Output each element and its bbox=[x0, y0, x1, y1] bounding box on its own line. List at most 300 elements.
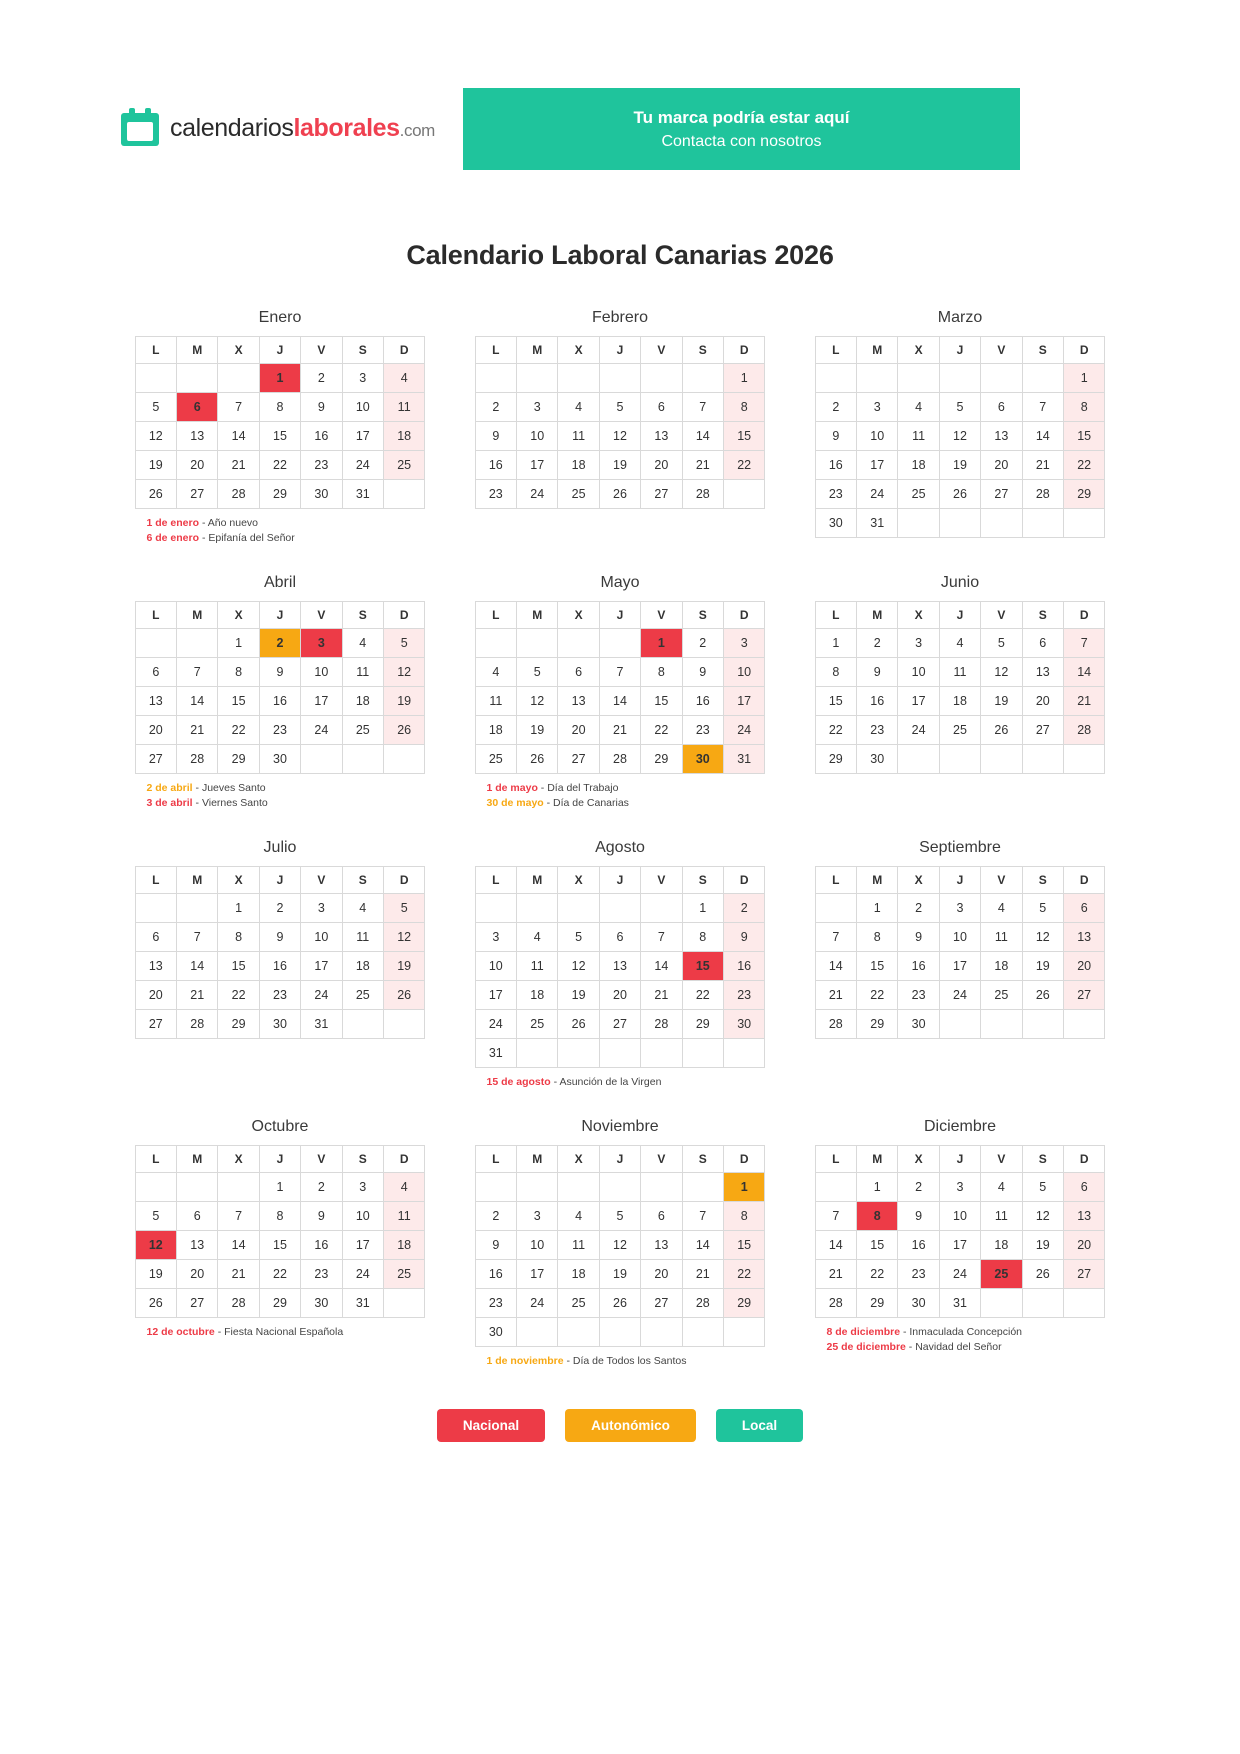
holiday-day-cell[interactable]: 3 bbox=[301, 629, 342, 658]
day-cell[interactable]: 8 bbox=[259, 393, 300, 422]
day-cell[interactable]: 5 bbox=[981, 629, 1022, 658]
day-cell[interactable]: 9 bbox=[259, 923, 300, 952]
day-cell[interactable]: 23 bbox=[301, 451, 342, 480]
sunday-cell[interactable]: 3 bbox=[723, 629, 764, 658]
day-cell[interactable]: 18 bbox=[342, 687, 383, 716]
day-cell[interactable]: 13 bbox=[177, 422, 218, 451]
holiday-day-cell[interactable]: 30 bbox=[682, 745, 723, 774]
day-cell[interactable]: 28 bbox=[682, 480, 723, 509]
day-cell[interactable]: 11 bbox=[939, 658, 980, 687]
day-cell[interactable]: 29 bbox=[259, 480, 300, 509]
day-cell[interactable]: 2 bbox=[815, 393, 856, 422]
sunday-cell[interactable]: 18 bbox=[383, 422, 424, 451]
day-cell[interactable]: 23 bbox=[815, 480, 856, 509]
day-cell[interactable]: 16 bbox=[301, 422, 342, 451]
day-cell[interactable]: 7 bbox=[218, 1202, 259, 1231]
day-cell[interactable]: 11 bbox=[981, 923, 1022, 952]
day-cell[interactable]: 27 bbox=[558, 745, 599, 774]
day-cell[interactable]: 6 bbox=[641, 393, 682, 422]
sunday-cell[interactable]: 11 bbox=[383, 1202, 424, 1231]
day-cell[interactable]: 22 bbox=[815, 716, 856, 745]
day-cell[interactable]: 4 bbox=[342, 894, 383, 923]
sunday-cell[interactable]: 11 bbox=[383, 393, 424, 422]
day-cell[interactable]: 2 bbox=[898, 894, 939, 923]
day-cell[interactable]: 24 bbox=[857, 480, 898, 509]
sunday-cell[interactable]: 29 bbox=[723, 1289, 764, 1318]
day-cell[interactable]: 5 bbox=[939, 393, 980, 422]
day-cell[interactable]: 27 bbox=[177, 480, 218, 509]
day-cell[interactable]: 17 bbox=[857, 451, 898, 480]
day-cell[interactable]: 29 bbox=[259, 1289, 300, 1318]
sunday-cell[interactable]: 27 bbox=[1063, 1260, 1104, 1289]
sunday-cell[interactable]: 8 bbox=[1063, 393, 1104, 422]
day-cell[interactable]: 1 bbox=[815, 629, 856, 658]
day-cell[interactable]: 20 bbox=[1022, 687, 1063, 716]
day-cell[interactable]: 13 bbox=[641, 422, 682, 451]
sunday-cell[interactable]: 21 bbox=[1063, 687, 1104, 716]
day-cell[interactable]: 14 bbox=[682, 422, 723, 451]
day-cell[interactable]: 23 bbox=[898, 981, 939, 1010]
day-cell[interactable]: 15 bbox=[259, 1231, 300, 1260]
day-cell[interactable]: 17 bbox=[342, 1231, 383, 1260]
day-cell[interactable]: 21 bbox=[218, 451, 259, 480]
day-cell[interactable]: 3 bbox=[301, 894, 342, 923]
day-cell[interactable]: 27 bbox=[1022, 716, 1063, 745]
day-cell[interactable]: 25 bbox=[981, 981, 1022, 1010]
day-cell[interactable]: 18 bbox=[558, 451, 599, 480]
day-cell[interactable]: 10 bbox=[898, 658, 939, 687]
day-cell[interactable]: 16 bbox=[259, 952, 300, 981]
day-cell[interactable]: 19 bbox=[599, 1260, 640, 1289]
holiday-day-cell[interactable]: 6 bbox=[177, 393, 218, 422]
day-cell[interactable]: 11 bbox=[558, 1231, 599, 1260]
day-cell[interactable]: 28 bbox=[641, 1010, 682, 1039]
sunday-cell[interactable]: 22 bbox=[723, 1260, 764, 1289]
day-cell[interactable]: 23 bbox=[475, 480, 516, 509]
day-cell[interactable]: 21 bbox=[815, 1260, 856, 1289]
day-cell[interactable]: 27 bbox=[135, 1010, 176, 1039]
day-cell[interactable]: 10 bbox=[342, 1202, 383, 1231]
day-cell[interactable]: 24 bbox=[342, 1260, 383, 1289]
day-cell[interactable]: 4 bbox=[342, 629, 383, 658]
day-cell[interactable]: 7 bbox=[218, 393, 259, 422]
day-cell[interactable]: 15 bbox=[218, 687, 259, 716]
day-cell[interactable]: 7 bbox=[815, 923, 856, 952]
day-cell[interactable]: 21 bbox=[682, 451, 723, 480]
day-cell[interactable]: 13 bbox=[641, 1231, 682, 1260]
day-cell[interactable]: 23 bbox=[898, 1260, 939, 1289]
day-cell[interactable]: 9 bbox=[301, 393, 342, 422]
day-cell[interactable]: 17 bbox=[301, 952, 342, 981]
sunday-cell[interactable]: 23 bbox=[723, 981, 764, 1010]
day-cell[interactable]: 31 bbox=[342, 480, 383, 509]
day-cell[interactable]: 12 bbox=[1022, 1202, 1063, 1231]
day-cell[interactable]: 10 bbox=[517, 422, 558, 451]
day-cell[interactable]: 11 bbox=[517, 952, 558, 981]
day-cell[interactable]: 17 bbox=[517, 451, 558, 480]
day-cell[interactable]: 12 bbox=[599, 422, 640, 451]
day-cell[interactable]: 15 bbox=[218, 952, 259, 981]
day-cell[interactable]: 22 bbox=[218, 716, 259, 745]
day-cell[interactable]: 19 bbox=[599, 451, 640, 480]
sunday-cell[interactable]: 17 bbox=[723, 687, 764, 716]
day-cell[interactable]: 14 bbox=[177, 687, 218, 716]
day-cell[interactable]: 9 bbox=[898, 923, 939, 952]
day-cell[interactable]: 21 bbox=[682, 1260, 723, 1289]
day-cell[interactable]: 18 bbox=[475, 716, 516, 745]
day-cell[interactable]: 17 bbox=[475, 981, 516, 1010]
sunday-cell[interactable]: 1 bbox=[1063, 364, 1104, 393]
sunday-cell[interactable]: 6 bbox=[1063, 894, 1104, 923]
sunday-cell[interactable]: 14 bbox=[1063, 658, 1104, 687]
day-cell[interactable]: 25 bbox=[517, 1010, 558, 1039]
day-cell[interactable]: 10 bbox=[342, 393, 383, 422]
day-cell[interactable]: 9 bbox=[682, 658, 723, 687]
day-cell[interactable]: 16 bbox=[898, 1231, 939, 1260]
day-cell[interactable]: 19 bbox=[517, 716, 558, 745]
day-cell[interactable]: 26 bbox=[135, 1289, 176, 1318]
day-cell[interactable]: 1 bbox=[259, 1173, 300, 1202]
day-cell[interactable]: 4 bbox=[981, 894, 1022, 923]
day-cell[interactable]: 3 bbox=[517, 393, 558, 422]
day-cell[interactable]: 14 bbox=[682, 1231, 723, 1260]
sunday-cell[interactable]: 18 bbox=[383, 1231, 424, 1260]
day-cell[interactable]: 29 bbox=[218, 1010, 259, 1039]
day-cell[interactable]: 5 bbox=[1022, 894, 1063, 923]
day-cell[interactable]: 28 bbox=[815, 1010, 856, 1039]
day-cell[interactable]: 16 bbox=[682, 687, 723, 716]
day-cell[interactable]: 20 bbox=[177, 1260, 218, 1289]
day-cell[interactable]: 28 bbox=[218, 1289, 259, 1318]
day-cell[interactable]: 21 bbox=[815, 981, 856, 1010]
day-cell[interactable]: 7 bbox=[1022, 393, 1063, 422]
day-cell[interactable]: 24 bbox=[898, 716, 939, 745]
day-cell[interactable]: 10 bbox=[301, 923, 342, 952]
day-cell[interactable]: 7 bbox=[177, 658, 218, 687]
day-cell[interactable]: 21 bbox=[218, 1260, 259, 1289]
day-cell[interactable]: 13 bbox=[135, 952, 176, 981]
day-cell[interactable]: 2 bbox=[898, 1173, 939, 1202]
day-cell[interactable]: 17 bbox=[517, 1260, 558, 1289]
day-cell[interactable]: 28 bbox=[599, 745, 640, 774]
day-cell[interactable]: 3 bbox=[475, 923, 516, 952]
day-cell[interactable]: 18 bbox=[558, 1260, 599, 1289]
day-cell[interactable]: 13 bbox=[1022, 658, 1063, 687]
day-cell[interactable]: 13 bbox=[177, 1231, 218, 1260]
day-cell[interactable]: 25 bbox=[342, 716, 383, 745]
day-cell[interactable]: 3 bbox=[342, 364, 383, 393]
day-cell[interactable]: 23 bbox=[857, 716, 898, 745]
day-cell[interactable]: 8 bbox=[259, 1202, 300, 1231]
day-cell[interactable]: 10 bbox=[939, 1202, 980, 1231]
day-cell[interactable]: 2 bbox=[857, 629, 898, 658]
day-cell[interactable]: 8 bbox=[682, 923, 723, 952]
day-cell[interactable]: 24 bbox=[517, 1289, 558, 1318]
sunday-cell[interactable]: 20 bbox=[1063, 1231, 1104, 1260]
day-cell[interactable]: 4 bbox=[981, 1173, 1022, 1202]
day-cell[interactable]: 6 bbox=[641, 1202, 682, 1231]
day-cell[interactable]: 24 bbox=[301, 716, 342, 745]
day-cell[interactable]: 31 bbox=[342, 1289, 383, 1318]
day-cell[interactable]: 31 bbox=[857, 509, 898, 538]
day-cell[interactable]: 16 bbox=[475, 1260, 516, 1289]
holiday-day-cell[interactable]: 12 bbox=[135, 1231, 176, 1260]
day-cell[interactable]: 19 bbox=[1022, 1231, 1063, 1260]
day-cell[interactable]: 14 bbox=[815, 952, 856, 981]
day-cell[interactable]: 25 bbox=[558, 1289, 599, 1318]
sunday-cell[interactable]: 31 bbox=[723, 745, 764, 774]
sunday-cell[interactable]: 15 bbox=[723, 1231, 764, 1260]
day-cell[interactable]: 15 bbox=[641, 687, 682, 716]
day-cell[interactable]: 20 bbox=[599, 981, 640, 1010]
sunday-cell[interactable]: 15 bbox=[1063, 422, 1104, 451]
day-cell[interactable]: 7 bbox=[641, 923, 682, 952]
day-cell[interactable]: 8 bbox=[218, 658, 259, 687]
day-cell[interactable]: 28 bbox=[682, 1289, 723, 1318]
day-cell[interactable]: 6 bbox=[135, 658, 176, 687]
holiday-day-cell[interactable]: 15 bbox=[682, 952, 723, 981]
sunday-cell[interactable]: 6 bbox=[1063, 1173, 1104, 1202]
day-cell[interactable]: 5 bbox=[599, 1202, 640, 1231]
sunday-cell[interactable]: 25 bbox=[383, 451, 424, 480]
holiday-day-cell[interactable]: 2 bbox=[259, 629, 300, 658]
sunday-cell[interactable]: 4 bbox=[383, 1173, 424, 1202]
day-cell[interactable]: 26 bbox=[981, 716, 1022, 745]
sunday-cell[interactable]: 4 bbox=[383, 364, 424, 393]
sunday-cell[interactable]: 8 bbox=[723, 393, 764, 422]
day-cell[interactable]: 30 bbox=[259, 745, 300, 774]
site-logo[interactable] bbox=[118, 88, 518, 168]
day-cell[interactable]: 16 bbox=[301, 1231, 342, 1260]
legend-chip-local[interactable]: Local bbox=[716, 1409, 803, 1442]
day-cell[interactable]: 15 bbox=[259, 422, 300, 451]
day-cell[interactable]: 19 bbox=[1022, 952, 1063, 981]
day-cell[interactable]: 14 bbox=[599, 687, 640, 716]
day-cell[interactable]: 6 bbox=[1022, 629, 1063, 658]
day-cell[interactable]: 11 bbox=[898, 422, 939, 451]
day-cell[interactable]: 6 bbox=[981, 393, 1022, 422]
day-cell[interactable]: 16 bbox=[815, 451, 856, 480]
day-cell[interactable]: 14 bbox=[815, 1231, 856, 1260]
day-cell[interactable]: 2 bbox=[475, 393, 516, 422]
day-cell[interactable]: 11 bbox=[558, 422, 599, 451]
day-cell[interactable]: 28 bbox=[815, 1289, 856, 1318]
day-cell[interactable]: 15 bbox=[857, 1231, 898, 1260]
day-cell[interactable]: 26 bbox=[558, 1010, 599, 1039]
day-cell[interactable]: 18 bbox=[981, 952, 1022, 981]
day-cell[interactable]: 21 bbox=[599, 716, 640, 745]
day-cell[interactable]: 24 bbox=[517, 480, 558, 509]
day-cell[interactable]: 12 bbox=[939, 422, 980, 451]
sunday-cell[interactable]: 7 bbox=[1063, 629, 1104, 658]
day-cell[interactable]: 30 bbox=[475, 1318, 516, 1347]
day-cell[interactable]: 24 bbox=[939, 1260, 980, 1289]
day-cell[interactable]: 10 bbox=[517, 1231, 558, 1260]
day-cell[interactable]: 22 bbox=[682, 981, 723, 1010]
day-cell[interactable]: 6 bbox=[135, 923, 176, 952]
day-cell[interactable]: 27 bbox=[981, 480, 1022, 509]
sunday-cell[interactable]: 29 bbox=[1063, 480, 1104, 509]
day-cell[interactable]: 7 bbox=[682, 1202, 723, 1231]
day-cell[interactable]: 23 bbox=[682, 716, 723, 745]
day-cell[interactable]: 20 bbox=[641, 451, 682, 480]
day-cell[interactable]: 27 bbox=[599, 1010, 640, 1039]
day-cell[interactable]: 28 bbox=[177, 1010, 218, 1039]
day-cell[interactable]: 22 bbox=[857, 981, 898, 1010]
day-cell[interactable]: 26 bbox=[517, 745, 558, 774]
day-cell[interactable]: 18 bbox=[981, 1231, 1022, 1260]
day-cell[interactable]: 14 bbox=[1022, 422, 1063, 451]
day-cell[interactable]: 8 bbox=[815, 658, 856, 687]
ad-banner[interactable] bbox=[463, 88, 1020, 170]
day-cell[interactable]: 7 bbox=[599, 658, 640, 687]
day-cell[interactable]: 25 bbox=[939, 716, 980, 745]
holiday-day-cell[interactable]: 1 bbox=[641, 629, 682, 658]
day-cell[interactable]: 1 bbox=[682, 894, 723, 923]
day-cell[interactable]: 1 bbox=[218, 894, 259, 923]
day-cell[interactable]: 19 bbox=[135, 1260, 176, 1289]
day-cell[interactable]: 25 bbox=[342, 981, 383, 1010]
day-cell[interactable]: 6 bbox=[599, 923, 640, 952]
day-cell[interactable]: 19 bbox=[558, 981, 599, 1010]
legend-chip-autonomico[interactable]: Autonómico bbox=[565, 1409, 696, 1442]
sunday-cell[interactable]: 28 bbox=[1063, 716, 1104, 745]
day-cell[interactable]: 9 bbox=[857, 658, 898, 687]
day-cell[interactable]: 30 bbox=[898, 1289, 939, 1318]
day-cell[interactable]: 14 bbox=[641, 952, 682, 981]
day-cell[interactable]: 21 bbox=[177, 716, 218, 745]
day-cell[interactable]: 9 bbox=[301, 1202, 342, 1231]
sunday-cell[interactable]: 22 bbox=[1063, 451, 1104, 480]
sunday-cell[interactable]: 16 bbox=[723, 952, 764, 981]
day-cell[interactable]: 7 bbox=[682, 393, 723, 422]
day-cell[interactable]: 23 bbox=[259, 716, 300, 745]
day-cell[interactable]: 11 bbox=[342, 923, 383, 952]
day-cell[interactable]: 14 bbox=[218, 1231, 259, 1260]
day-cell[interactable]: 2 bbox=[301, 1173, 342, 1202]
day-cell[interactable]: 5 bbox=[558, 923, 599, 952]
day-cell[interactable]: 9 bbox=[475, 1231, 516, 1260]
day-cell[interactable]: 25 bbox=[475, 745, 516, 774]
day-cell[interactable]: 15 bbox=[857, 952, 898, 981]
day-cell[interactable]: 27 bbox=[177, 1289, 218, 1318]
sunday-cell[interactable]: 19 bbox=[383, 952, 424, 981]
day-cell[interactable]: 5 bbox=[599, 393, 640, 422]
day-cell[interactable]: 29 bbox=[218, 745, 259, 774]
day-cell[interactable]: 16 bbox=[259, 687, 300, 716]
day-cell[interactable]: 29 bbox=[857, 1289, 898, 1318]
day-cell[interactable]: 11 bbox=[342, 658, 383, 687]
day-cell[interactable]: 13 bbox=[599, 952, 640, 981]
day-cell[interactable]: 5 bbox=[135, 393, 176, 422]
sunday-cell[interactable]: 26 bbox=[383, 716, 424, 745]
day-cell[interactable]: 25 bbox=[558, 480, 599, 509]
day-cell[interactable]: 12 bbox=[558, 952, 599, 981]
day-cell[interactable]: 17 bbox=[939, 952, 980, 981]
day-cell[interactable]: 24 bbox=[301, 981, 342, 1010]
day-cell[interactable]: 1 bbox=[218, 629, 259, 658]
day-cell[interactable]: 9 bbox=[898, 1202, 939, 1231]
day-cell[interactable]: 31 bbox=[301, 1010, 342, 1039]
day-cell[interactable]: 17 bbox=[898, 687, 939, 716]
day-cell[interactable]: 4 bbox=[517, 923, 558, 952]
day-cell[interactable]: 16 bbox=[898, 952, 939, 981]
day-cell[interactable]: 16 bbox=[857, 687, 898, 716]
day-cell[interactable]: 26 bbox=[1022, 981, 1063, 1010]
day-cell[interactable]: 8 bbox=[857, 923, 898, 952]
day-cell[interactable]: 14 bbox=[218, 422, 259, 451]
day-cell[interactable]: 17 bbox=[939, 1231, 980, 1260]
day-cell[interactable]: 21 bbox=[177, 981, 218, 1010]
day-cell[interactable]: 2 bbox=[259, 894, 300, 923]
day-cell[interactable]: 17 bbox=[342, 422, 383, 451]
day-cell[interactable]: 22 bbox=[218, 981, 259, 1010]
day-cell[interactable]: 18 bbox=[939, 687, 980, 716]
day-cell[interactable]: 12 bbox=[599, 1231, 640, 1260]
day-cell[interactable]: 19 bbox=[939, 451, 980, 480]
day-cell[interactable]: 1 bbox=[857, 1173, 898, 1202]
day-cell[interactable]: 20 bbox=[177, 451, 218, 480]
day-cell[interactable]: 19 bbox=[135, 451, 176, 480]
day-cell[interactable]: 20 bbox=[135, 716, 176, 745]
day-cell[interactable]: 30 bbox=[815, 509, 856, 538]
sunday-cell[interactable]: 25 bbox=[383, 1260, 424, 1289]
day-cell[interactable]: 6 bbox=[177, 1202, 218, 1231]
day-cell[interactable]: 12 bbox=[981, 658, 1022, 687]
sunday-cell[interactable]: 26 bbox=[383, 981, 424, 1010]
sunday-cell[interactable]: 13 bbox=[1063, 1202, 1104, 1231]
day-cell[interactable]: 26 bbox=[135, 480, 176, 509]
day-cell[interactable]: 30 bbox=[857, 745, 898, 774]
day-cell[interactable]: 4 bbox=[939, 629, 980, 658]
day-cell[interactable]: 10 bbox=[475, 952, 516, 981]
day-cell[interactable]: 5 bbox=[517, 658, 558, 687]
sunday-cell[interactable]: 22 bbox=[723, 451, 764, 480]
day-cell[interactable]: 20 bbox=[641, 1260, 682, 1289]
day-cell[interactable]: 20 bbox=[981, 451, 1022, 480]
sunday-cell[interactable]: 24 bbox=[723, 716, 764, 745]
day-cell[interactable]: 24 bbox=[939, 981, 980, 1010]
holiday-day-cell[interactable]: 1 bbox=[723, 1173, 764, 1202]
day-cell[interactable]: 24 bbox=[475, 1010, 516, 1039]
sunday-cell[interactable]: 12 bbox=[383, 923, 424, 952]
day-cell[interactable]: 26 bbox=[1022, 1260, 1063, 1289]
day-cell[interactable]: 5 bbox=[135, 1202, 176, 1231]
sunday-cell[interactable]: 8 bbox=[723, 1202, 764, 1231]
day-cell[interactable]: 15 bbox=[815, 687, 856, 716]
day-cell[interactable]: 23 bbox=[259, 981, 300, 1010]
day-cell[interactable]: 16 bbox=[475, 451, 516, 480]
sunday-cell[interactable]: 15 bbox=[723, 422, 764, 451]
day-cell[interactable]: 20 bbox=[135, 981, 176, 1010]
day-cell[interactable]: 2 bbox=[682, 629, 723, 658]
day-cell[interactable]: 18 bbox=[517, 981, 558, 1010]
day-cell[interactable]: 5 bbox=[1022, 1173, 1063, 1202]
day-cell[interactable]: 26 bbox=[939, 480, 980, 509]
day-cell[interactable]: 1 bbox=[857, 894, 898, 923]
day-cell[interactable]: 19 bbox=[981, 687, 1022, 716]
day-cell[interactable]: 13 bbox=[981, 422, 1022, 451]
day-cell[interactable]: 3 bbox=[517, 1202, 558, 1231]
day-cell[interactable]: 30 bbox=[898, 1010, 939, 1039]
day-cell[interactable]: 13 bbox=[558, 687, 599, 716]
day-cell[interactable]: 31 bbox=[939, 1289, 980, 1318]
day-cell[interactable]: 27 bbox=[641, 1289, 682, 1318]
day-cell[interactable]: 29 bbox=[815, 745, 856, 774]
day-cell[interactable]: 10 bbox=[939, 923, 980, 952]
day-cell[interactable]: 26 bbox=[599, 480, 640, 509]
holiday-day-cell[interactable]: 25 bbox=[981, 1260, 1022, 1289]
